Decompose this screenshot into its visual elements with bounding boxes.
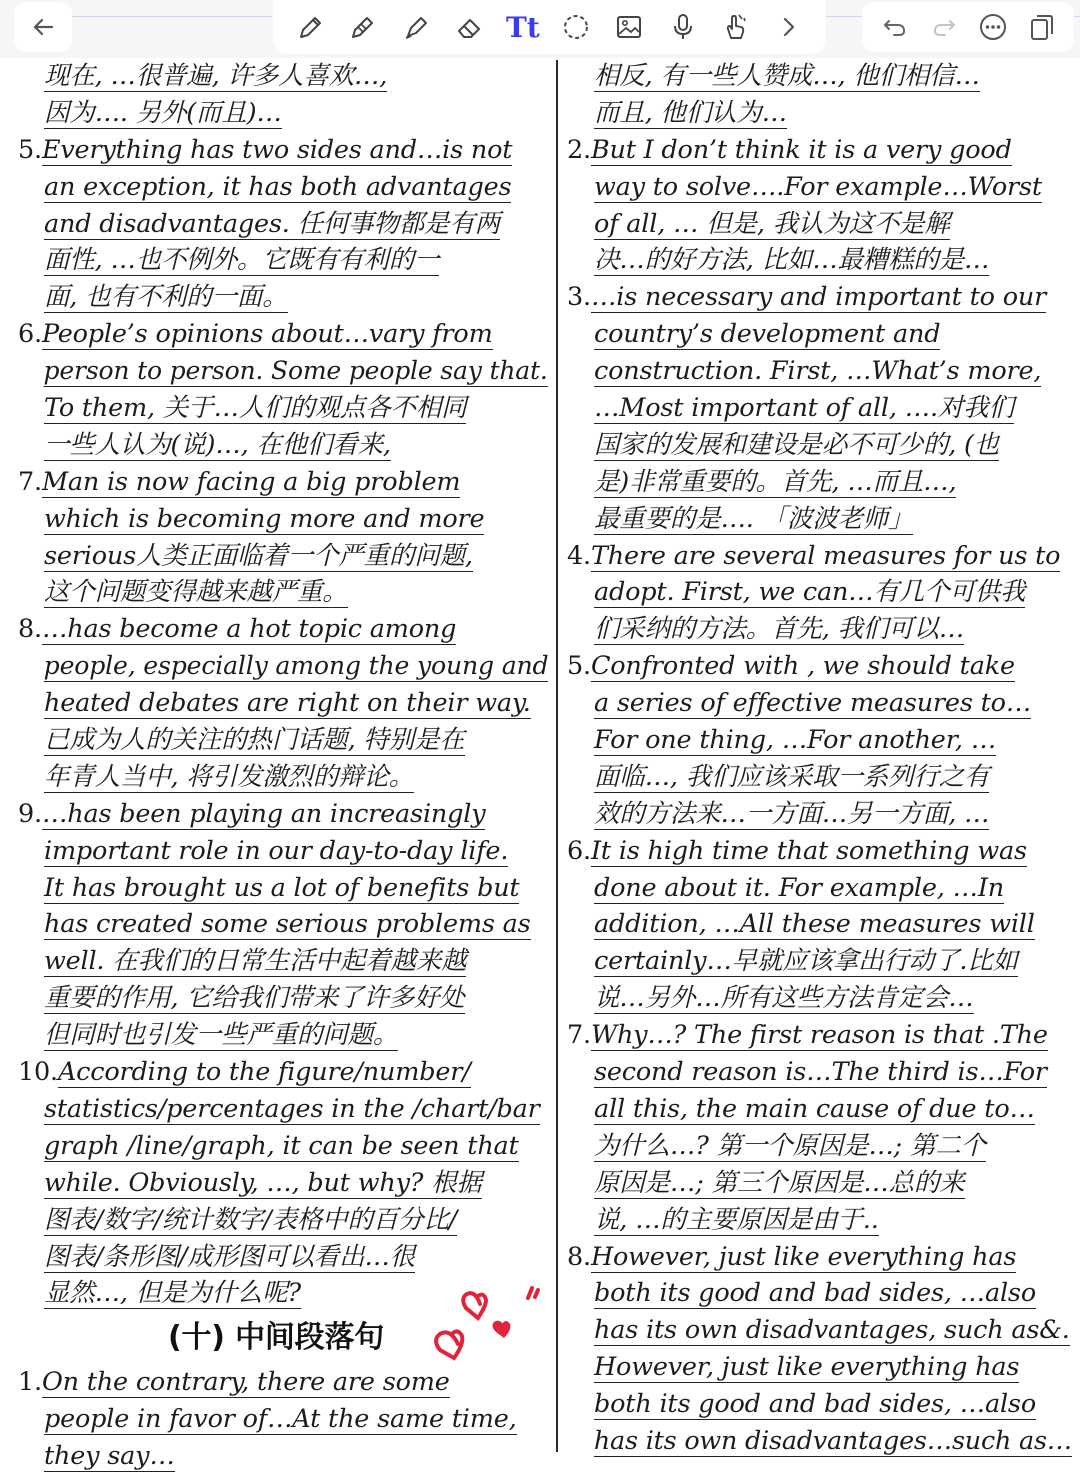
lasso-tool-button[interactable] [556,7,596,47]
note-line [18,242,548,279]
note-line [567,980,1072,1017]
chevron-right-icon [772,10,806,44]
note-line [18,870,548,907]
note-line [567,722,1072,759]
line-text: 现在, …很普遍, 许多人喜欢…, [44,61,388,91]
item-number: 3. [567,282,591,313]
item-number: 10. [18,1057,58,1088]
note-line [567,427,1072,464]
note-line [567,648,1072,685]
line-text: Confronted with , we should take [590,651,1015,682]
note-line [18,1165,548,1202]
item-number: 2. [567,134,591,165]
image-tool-button[interactable] [609,7,649,47]
note-line [18,58,548,95]
toolbar-rule [826,16,862,17]
note-line [18,353,548,390]
note-line [567,759,1072,796]
line-text: 因为…. 另外(而且)… [44,97,282,128]
record-audio-button[interactable] [663,7,703,47]
heart-doodle [430,1282,550,1362]
line-text: people, especially among the young and [43,651,549,682]
note-line [567,1386,1072,1423]
note-line [567,95,1072,132]
line-text: 这个问题变得越来越严重。 [44,577,348,608]
line-text: and disadvantages. 任何事物都是有两 [44,208,500,239]
line-text: Why…? The first reason is that .The [590,1020,1048,1051]
line-text: all this, the main cause of due to… [594,1093,1035,1124]
item-number: 9. [18,798,42,829]
line-text: addition, …All these measures will [594,909,1035,940]
line-text: 显然…, 但是为什么呢? [44,1278,301,1309]
line-text: 面, 也有不利的一面。 [44,282,288,313]
note-line [567,1239,1072,1276]
line-text: 效的方法来…一方面…另一方面, … [594,798,990,829]
note-line [18,279,548,316]
line-text: There are several measures for us to [590,540,1061,571]
microphone-icon [666,10,700,44]
note-line [18,833,548,870]
line-text: adopt. First, we can…有几个可供我 [594,577,1026,608]
note-line [567,58,1072,95]
line-text: has created some serious problems as [44,909,531,940]
line-text: second reason is…The third is…For [594,1057,1047,1088]
line-text: certainly…早就应该拿出行动了.比如 [594,946,1018,977]
lasso-icon [559,10,593,44]
gesture-tool-button[interactable] [716,7,756,47]
note-line [567,870,1072,907]
note-line [567,501,1072,538]
pen-tool-button[interactable] [290,7,330,47]
line-text: 为什么…? 第一个原因是…; 第二个 [594,1130,986,1161]
line-text: 决…的好方法, 比如…最糟糕的是… [594,245,990,276]
note-line [567,1202,1072,1239]
note-line [567,242,1072,279]
line-text: …has become a hot topic among [41,614,457,645]
item-number: 5. [567,651,591,682]
line-text: heated debates are right on their way. [44,688,531,719]
note-line [567,906,1072,943]
line-text: 年青人当中, 将引发激烈的辩论。 [44,761,415,792]
note-line [18,943,548,980]
line-text: 说…另外…所有这些方法肯定会… [594,983,974,1014]
section-heading: (十) 中间段落句 [168,1320,385,1356]
line-text: has its own disadvantages, such as&. [594,1315,1070,1346]
line-text: 国家的发展和建设是必不可少的, (也 [594,429,1000,460]
line-text: both its good and bad sides, …also [594,1389,1036,1420]
text-tool-button[interactable] [503,7,543,47]
more-tools-button[interactable] [769,7,809,47]
note-line [567,685,1072,722]
line-text: done about it. For example, …In [594,872,1004,903]
hand-gesture-icon [719,10,753,44]
line-text: 是)非常重要的。首先, …而且…, [594,466,957,497]
note-line [567,1312,1072,1349]
back-button[interactable] [14,2,72,52]
line-text: People’s opinions about…vary from [41,319,493,350]
line-text: 图表/条形图/成形图可以看出…很 [44,1241,415,1272]
note-line [18,464,548,501]
note-line [567,1349,1072,1386]
pencil-tool-button[interactable] [343,7,383,47]
note-line [567,206,1072,243]
note-line [567,1165,1072,1202]
line-text: people in favor of…At the same time, [44,1404,517,1435]
line-text: 们采纳的方法。首先, 我们可以… [594,614,965,645]
right-lines [567,58,1072,1460]
note-line [567,132,1072,169]
note-line [567,1423,1070,1460]
line-text: which is becoming more and more [44,503,485,534]
line-text: person to person. Some people say that. [43,356,548,387]
line-text: 但同时也引发一些严重的问题。 [44,1020,399,1051]
more-icon [976,10,1010,44]
line-text: has its own disadvantages…such as… [593,1425,1072,1456]
note-line [567,1091,1072,1128]
back-arrow-icon [28,12,58,42]
note-line [18,1438,548,1475]
line-text: However, just like everything has [590,1241,1017,1272]
text-tool-icon: Tt [505,10,540,44]
pages-button[interactable] [1022,7,1062,47]
line-text: country’s development and [594,319,941,350]
note-line [18,1401,548,1438]
note-line [567,390,1072,427]
note-line [18,390,548,427]
note-line [567,464,1072,501]
undo-icon [878,10,912,44]
item-number: 7. [567,1020,591,1051]
undo-button[interactable] [875,7,915,47]
line-text: serious人类正面临着一个严重的问题, [44,540,473,571]
note-line [567,574,1072,611]
note-line [567,1128,1072,1165]
note-line [18,1091,548,1128]
note-line [18,722,548,759]
copy-pages-icon [1025,10,1059,44]
left-column [18,58,548,1475]
note-line [18,427,548,464]
note-line [18,1054,548,1091]
toolbar-rule [1074,16,1080,17]
line-text: 已成为人的关注的热门话题, 特别是在 [44,725,465,756]
note-line [567,1017,1072,1054]
note-toolbar [0,0,1080,58]
note-line [18,501,548,538]
note-line [18,1017,548,1054]
line-text: For one thing, …For another, … [594,725,996,756]
line-text: way to solve….For example…Worst [594,171,1042,202]
line-text: construction. First, …What’s more, [594,356,1042,387]
note-line [567,1054,1072,1091]
note-line [18,1364,548,1401]
note-line [18,206,548,243]
redo-icon [927,10,961,44]
note-line [18,648,549,685]
line-text: a series of effective measures to… [594,688,1032,719]
note-line [18,132,548,169]
item-number: 6. [567,835,591,866]
line-text: 一些人认为(说)…, 在他们看来, [44,429,391,460]
note-line [18,611,548,648]
note-line [18,796,548,833]
note-line [567,353,1072,390]
note-line [567,1275,1072,1312]
line-text: 而且, 他们认为… [594,97,787,128]
line-text: an exception, it has both advantages [44,171,512,202]
line-text: To them, 关于…人们的观点各不相同 [44,393,467,424]
line-text: It is high time that something was [590,835,1027,866]
column-divider [556,60,558,1452]
item-number: 4. [567,540,591,571]
note-line [18,906,548,943]
more-options-button[interactable] [973,7,1013,47]
line-text: while. Obviously, …, but why? 根据 [44,1167,482,1198]
left-lines [18,58,548,1312]
note-line [567,833,1072,870]
line-text: Everything has two sides and…is not [41,134,513,165]
line-text: 面临…, 我们应该采取一系列行之有 [594,761,990,792]
line-text: 相反, 有一些人赞成…, 他们相信… [594,61,980,91]
item-number: 5. [18,134,42,165]
line-text: 重要的作用, 它给我们带来了许多好处 [44,983,465,1014]
note-line [567,796,1072,833]
toolbar-rule [72,16,272,17]
line-text: of all, … 但是, 我认为这不是解 [594,208,950,239]
note-line [567,611,1072,648]
note-line [567,943,1072,980]
line-text: well. 在我们的日常生活中起着越来越 [44,946,467,977]
eraser-icon [453,10,487,44]
item-number: 8. [18,614,42,645]
line-text: both its good and bad sides, …also [594,1278,1036,1309]
note-line [567,279,1072,316]
line-text: 说, …的主要原因是由于.. [594,1204,879,1235]
line-text: important role in our day-to-day life. [44,835,509,866]
highlighter-tool-button[interactable] [396,7,436,47]
line-text: According to the figure/number/ [57,1057,471,1088]
note-line [18,95,548,132]
line-text: It has brought us a lot of benefits but [44,872,520,903]
eraser-tool-button[interactable] [450,7,490,47]
item-number: 1. [18,1367,42,1398]
page-actions [862,2,1074,52]
line-text: graph /line/graph, it can be seen that [44,1130,519,1161]
note-line [18,980,548,1017]
note-line [18,1128,548,1165]
item-number: 8. [567,1241,591,1272]
line-text: statistics/percentages in the /chart/bar [44,1093,540,1124]
line-text: …is necessary and important to our [590,282,1047,313]
note-line [567,169,1072,206]
line-text: 图表/数字/统计数字/表格中的百分比/ [44,1204,458,1235]
highlighter-icon [399,10,433,44]
note-line [18,538,548,575]
pen-icon [293,10,327,44]
note-line [18,685,548,722]
item-number: 7. [18,466,42,497]
item-number: 6. [18,319,42,350]
note-line [567,316,1072,353]
line-text: 原因是…; 第三个原因是…总的来 [594,1167,965,1198]
right-column [567,58,1072,1460]
line-text: However, just like everything has [594,1352,1020,1383]
line-text: …has been playing an increasingly [41,798,486,829]
line-text: …Most important of all, ….对我们 [594,393,1014,424]
line-text: 最重要的是…. 「波波老师」 [594,503,914,534]
note-line [567,538,1072,575]
note-line [18,574,548,611]
image-icon [612,10,646,44]
note-line [18,759,548,796]
line-text: On the contrary, there are some [41,1367,450,1398]
line-text: they say… [44,1441,175,1472]
note-line [18,316,548,353]
line-text: Man is now facing a big problem [41,466,461,497]
left-lines-after [18,1364,548,1475]
note-line [18,1239,548,1276]
line-text: But I don’t think it is a very good [590,134,1012,165]
pencil-icon [346,10,380,44]
redo-button[interactable] [924,7,964,47]
line-text: 面性, …也不例外。它既有有利的一 [44,245,440,276]
note-line [18,169,548,206]
note-line [18,1202,548,1239]
drawing-tools [273,0,826,54]
